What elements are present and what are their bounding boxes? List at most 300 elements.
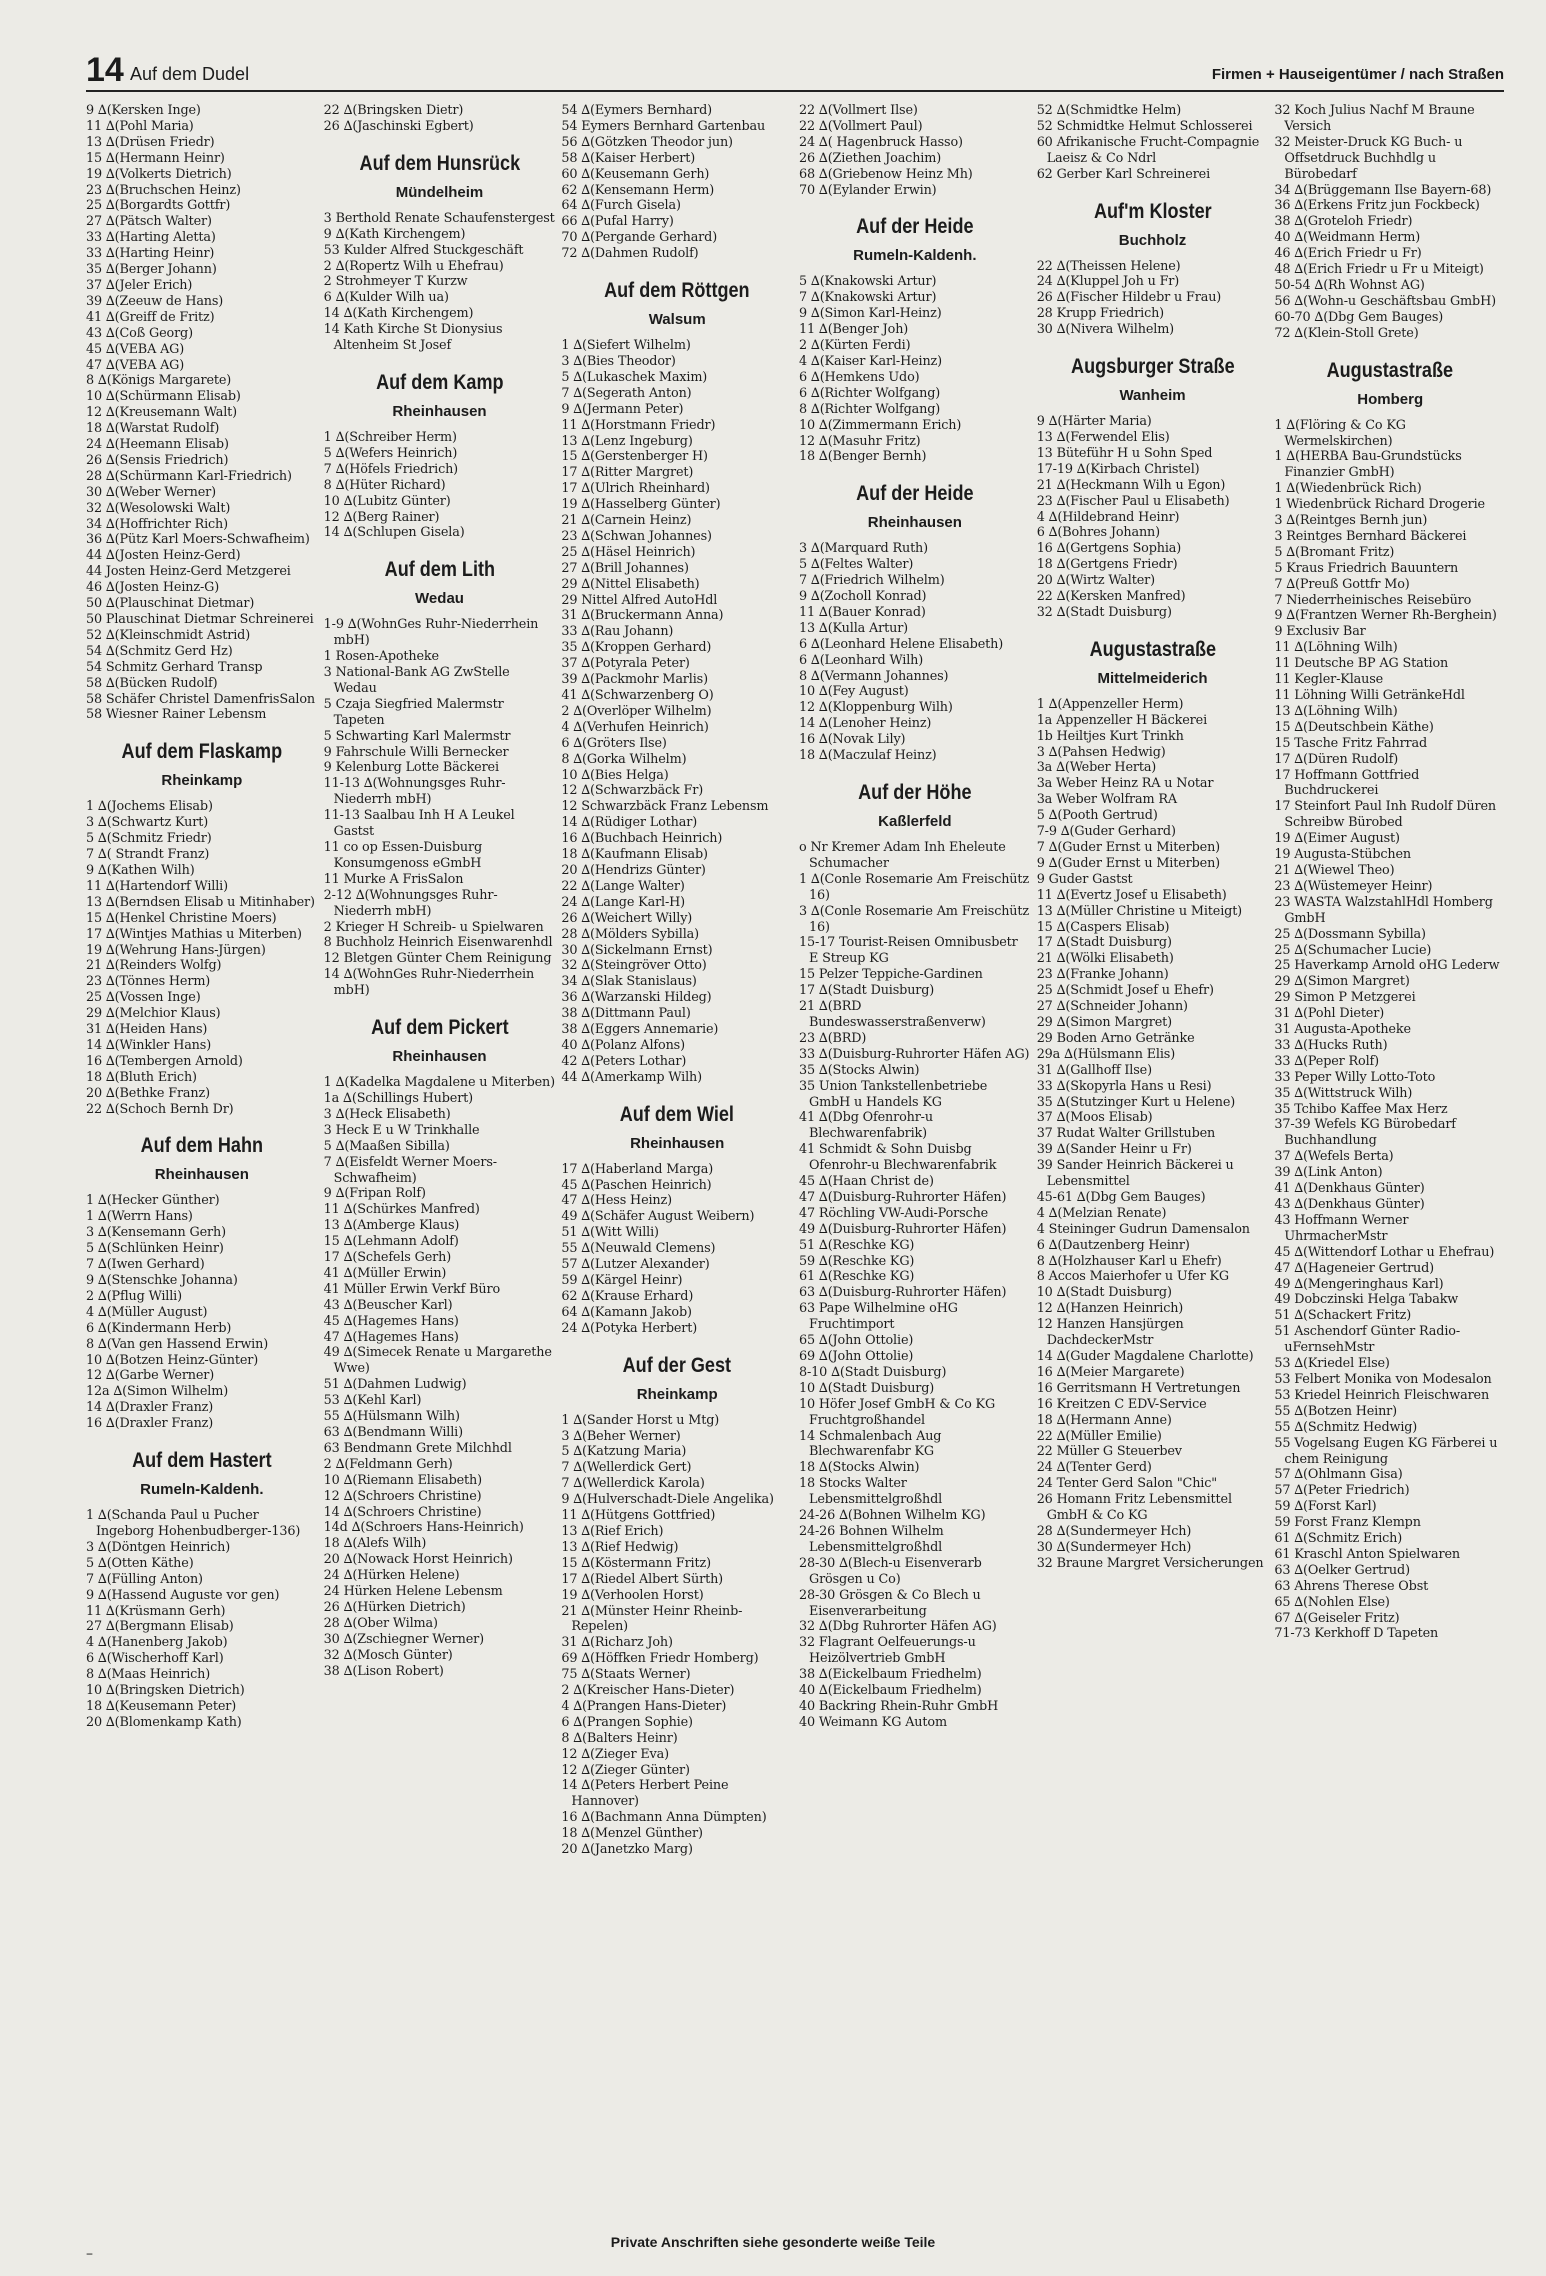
directory-entry: 47 ∆(VEBA AG) [86,357,185,373]
street-name: Auf der Gest [622,1353,732,1377]
directory-entry: 47 ∆(Duisburg-Ruhrorter Häfen) [799,1189,1007,1205]
directory-entry: 5 ∆(Schmitz Friedr) [86,831,212,847]
directory-entry: 14 Kath Kirche St Dionysius Altenheim St Josef [323,322,503,354]
directory-entry: 8 ∆(Holzhauser Karl u Ehefr) [1036,1253,1222,1269]
directory-entry: 17 ∆(Stadt Duisburg) [799,983,935,999]
directory-entry: 19 ∆(Wehrung Hans-Jürgen) [86,942,266,958]
directory-entry: 56 ∆(Wohn-u Geschäftsbau GmbH) [1274,293,1496,309]
street-name: Auf der Heide [856,482,974,506]
district-name: Rheinhausen [867,514,962,532]
directory-entry: 51 Aschendorf Günter Radio-uFernsehMstr [1274,1324,1460,1356]
directory-entry: 15 ∆(Deutschbein Käthe) [1274,719,1434,735]
directory-entry: 16 ∆(Novak Lily) [799,732,906,748]
directory-entry: 10 Höfer Josef GmbH & Co KG Fruchtgroßhandel [799,1396,996,1428]
directory-entry: 16 ∆(Draxler Franz) [86,1416,214,1432]
directory-entry: 29a ∆(Hülsmann Elis) [1036,1046,1176,1062]
directory-entry: 15 ∆(Köstermann Fritz) [561,1555,711,1571]
directory-entry: 35 ∆(Kroppen Gerhard) [561,640,712,656]
directory-entry: 8 ∆(Van gen Hassend Erwin) [86,1336,269,1352]
directory-entry: 3 Heck E u W Trinkhalle [323,1122,480,1138]
directory-entry: 3 ∆(Beher Werner) [561,1428,681,1444]
directory-entry: 18 ∆(Menzel Günther) [561,1826,703,1842]
directory-entry: 47 ∆(Hagemes Hans) [323,1329,459,1345]
directory-entry: 15 ∆(Lehmann Adolf) [323,1234,459,1250]
directory-entry: 60-70 ∆(Dbg Gem Bauges) [1274,309,1444,325]
directory-entry: 61 ∆(Reschke KG) [799,1269,915,1285]
street-section [1274,358,1506,1643]
directory-entry: 1 Wiedenbrück Richard Drogerie [1274,497,1485,513]
directory-entry: 9 ∆(Stenschke Johanna) [86,1273,238,1288]
directory-entry: 18 ∆(Hermann Anne) [1036,1412,1172,1428]
street-section [86,1133,318,1432]
directory-entry: 22 ∆(Kersken Manfred) [1036,589,1186,605]
directory-entry: 4 ∆(Hildebrand Heinr) [1036,509,1180,525]
directory-entry: 54 Schmitz Gerhard Transp [86,659,263,675]
directory-entry: 31 ∆(Gallhoff Ilse) [1036,1062,1152,1078]
directory-entry: 41 ∆(Schwarzenberg O) [561,688,714,703]
directory-entry: 33 ∆(Duisburg-Ruhrorter Häfen AG) [799,1046,1030,1062]
directory-entry: 11 Deutsche BP AG Station [1274,656,1449,672]
directory-entry: 9 ∆(Hulverschadt-Diele Angelika) [561,1492,774,1508]
directory-entry: 18 ∆(Gertgens Friedr) [1036,557,1178,573]
directory-entry: 22 ∆(Bringsken Dietr) [323,103,464,118]
street-name: Auf der Höhe [858,781,972,804]
directory-entry: 39 ∆(Link Anton) [1274,1165,1383,1181]
district-name: Homberg [1357,390,1424,408]
directory-entry: 3 ∆(Pahsen Hedwig) [1036,744,1166,760]
district-name: Rheinhausen [392,1048,487,1066]
directory-entry: 15 Pelzer Teppiche-Gardinen [799,967,983,983]
street-name: Auf dem Hunsrück [359,151,520,175]
street-name: Auf dem Wiel [620,1102,735,1126]
directory-entry: 52 ∆(Kleinschmidt Astrid) [86,627,251,643]
directory-entry: 3 ∆(Bies Theodor) [561,353,676,369]
directory-entry: 34 ∆(Hoffrichter Rich) [86,516,228,532]
directory-entry: 24 Hürken Helene Lebensm [323,1584,503,1600]
directory-entry: 28-30 ∆(Blech-u Eisenverarb Grösgen u Co) [799,1555,982,1587]
directory-entry: 1 ∆(Appenzeller Herm) [1036,696,1184,712]
directory-entry: 59 ∆(Kärgel Heinr) [561,1273,683,1288]
directory-entry: 63 Bendmann Grete Milchhdl [323,1440,512,1456]
directory-entry: 59 Forst Franz Klempn [1274,1515,1421,1531]
directory-entry: 9 ∆(Frantzen Werner Rh-Berghein) [1274,608,1497,624]
directory-entry: 10 ∆(Stadt Duisburg) [799,1380,935,1396]
directory-entry: 23 ∆(BRD) [799,1030,867,1046]
directory-entry: 9 ∆(Zocholl Konrad) [799,589,927,605]
street-section [1037,637,1269,1572]
directory-entry: 27 ∆(Pätsch Walter) [86,214,212,230]
directory-entry: 11 ∆(Krüsmann Gerh) [86,1603,226,1619]
directory-entry: 28-30 Grösgen & Co Blech u Eisenverarbeitung [799,1587,981,1619]
directory-entry: 1a Appenzeller H Bäckerei [1036,712,1208,728]
street-section [799,103,1031,198]
directory-entry: 19 ∆(Hasselberg Günter) [561,497,721,513]
district-name: Wedau [415,590,464,608]
directory-entry: 1b Heiltjes Kurt Trinkh [1036,728,1184,744]
directory-entry: 14d ∆(Schroers Hans-Heinrich) [323,1520,524,1536]
directory-entry: 1 ∆(HERBA Bau-Grundstücks Finanzier GmbH) [1274,449,1462,481]
directory-entry: 15 ∆(Hermann Heinr) [86,150,225,166]
directory-entry: 11 ∆(Bauer Konrad) [799,604,926,620]
directory-entry: 57 ∆(Lutzer Alexander) [561,1257,710,1273]
directory-entry: 53 ∆(Kehl Karl) [323,1393,422,1409]
directory-entry: 7 ∆(Guder Ernst u Miterben) [1036,840,1221,855]
directory-entry: 44 ∆(Josten Heinz-Gerd) [86,548,241,564]
directory-entry: 23 ∆(Franke Johann) [1036,967,1169,983]
directory-entry: 1 ∆(Schanda Paul u Pucher Ingeborg Hohenbudberger-136) [86,1508,301,1539]
directory-entry: 58 ∆(Bücken Rudolf) [86,675,218,691]
directory-entry: 58 Wiesner Rainer Lebensm [86,707,267,723]
directory-entry: 35 ∆(Stocks Alwin) [799,1062,920,1078]
directory-entry: 51 ∆(Dahmen Ludwig) [323,1377,467,1393]
directory-entry: 23 ∆(Schwan Johannes) [561,528,712,544]
directory-entry: 32 Meister-Druck KG Buch- u Offsetdruck Buchhdlg u Bürobedarf [1274,134,1463,182]
directory-entry: 9 Exclusiv Bar [1274,624,1366,640]
directory-entry: 2 Strohmeyer T Kurzw [323,274,468,290]
street-section [561,278,793,1086]
directory-entry: 18 ∆(Maczulaf Heinz) [799,748,937,764]
directory-entry: 12 ∆(Zieger Günter) [561,1762,690,1778]
directory-entry: 14 ∆(Guder Magdalene Charlotte) [1036,1349,1254,1364]
directory-entry: 3 National-Bank AG ZwStelle Wedau [323,665,510,696]
directory-entry: 2 ∆(Feldmann Gerh) [323,1456,453,1472]
directory-entry: 12 Bletgen Günter Chem Reinigung [323,951,552,967]
directory-entry: 40 ∆(Polanz Alfons) [561,1037,685,1053]
directory-entry: 32 ∆(Stadt Duisburg) [1036,604,1172,620]
footer-note: Private Anschriften siehe gesonderte weiße Teile [610,2234,936,2250]
directory-entry: 21 ∆(BRD Bundeswasserstraßenverw) [799,999,986,1030]
directory-entry: 17-19 ∆(Kirbach Christel) [1036,461,1200,477]
directory-entry: 59 ∆(Forst Karl) [1274,1499,1377,1515]
directory-entry: 6 ∆(Kulder Wilh ua) [323,290,449,306]
directory-entry: 6 ∆(Prangen Sophie) [561,1714,693,1730]
directory-entry: 71-73 Kerkhoff D Tapeten [1274,1626,1439,1642]
column-4 [799,103,1031,2233]
directory-entry: 63 ∆(Duisburg-Ruhrorter Häfen) [799,1285,1007,1301]
directory-entry: 10 ∆(Fey August) [799,684,909,700]
directory-entry: 32 Braune Margret Versicherungen [1036,1555,1264,1571]
directory-entry: 11-13 ∆(Wohnungsges Ruhr-Niederrh mbH) [323,776,506,808]
street-section [86,1448,318,1731]
directory-entry: 29 Boden Arno Getränke [1036,1030,1195,1046]
directory-entry: 3 ∆(Marquard Ruth) [799,541,928,557]
directory-entry: 3a Weber Heinz RA u Notar [1036,776,1214,792]
directory-entry: 22 ∆(Vollmert Paul) [799,118,923,134]
directory-entry: 7 ∆(Iwen Gerhard) [86,1257,205,1273]
directory-entry: 41 ∆(Müller Erwin) [323,1265,447,1281]
directory-entry: 38 ∆(Lison Robert) [323,1663,444,1679]
directory-entry: 13 ∆(Kulla Artur) [799,620,909,636]
directory-entry: 20 ∆(Blomenkamp Kath) [86,1714,242,1730]
directory-columns [86,103,1506,2233]
directory-entry: 12 Hanzen Hansjürgen DachdeckerMstr [1036,1317,1184,1349]
footer-dash: – [86,2246,93,2262]
directory-entry: 31 ∆(Richarz Joh) [561,1635,673,1651]
directory-entry: 53 Kulder Alfred Stuckgeschäft [323,242,524,258]
directory-entry: 43 ∆(Coß Georg) [86,325,193,341]
directory-entry: 6 ∆(Dautzenberg Heinr) [1036,1237,1190,1253]
directory-entry: 8 ∆(Richter Wolfgang) [799,401,941,417]
directory-entry: 25 ∆(Vossen Inge) [86,990,201,1006]
directory-entry: 14 ∆(Lenoher Heinz) [799,716,932,732]
directory-entry: 62 ∆(Krause Erhard) [561,1288,694,1304]
directory-entry: 29 Nittel Alfred AutoHdl [561,592,718,608]
directory-entry: 9 Fahrschule Willi Bernecker [323,744,509,760]
directory-entry: 15 ∆(Caspers Elisab) [1036,919,1170,935]
directory-entry: 7 ∆(Friedrich Wilhelm) [799,573,945,589]
directory-entry: 11 ∆(Benger Joh) [799,322,909,338]
directory-entry: 28 ∆(Sundermeyer Hch) [1036,1523,1192,1539]
directory-entry: 5 ∆(Knakowski Artur) [799,274,937,290]
directory-entry: 53 Kriedel Heinrich Fleischwaren [1274,1387,1490,1403]
directory-entry: 24 ∆(Heemann Elisab) [86,437,229,453]
column-5 [1037,103,1269,2233]
directory-entry: 49 Dobczinski Helga Tabakw [1274,1292,1459,1308]
directory-entry: 12 ∆(Hanzen Heinrich) [1036,1301,1184,1317]
directory-entry: 14 ∆(Peters Herbert Peine Hannover) [561,1778,729,1810]
directory-entry: 21 ∆(Wiewel Theo) [1274,862,1395,878]
directory-entry: 39 Sander Heinrich Bäckerei u Lebensmittel [1036,1158,1234,1190]
directory-entry: 24 ∆(Hürken Helene) [323,1568,460,1584]
directory-entry: 32 ∆(Steingröver Otto) [561,958,707,974]
directory-entry: 53 ∆(Kriedel Else) [1274,1356,1390,1372]
directory-entry: 18 ∆(Warstat Rudolf) [86,421,220,437]
directory-entry: 10 ∆(Lubitz Günter) [323,493,451,509]
directory-entry: 14 ∆(Schroers Christine) [323,1504,482,1520]
directory-entry: 16 ∆(Bachmann Anna Dümpten) [561,1810,767,1826]
directory-entry: 47 Röchling VW-Audi-Porsche [799,1205,989,1221]
directory-entry: 6 ∆(Kindermann Herb) [86,1320,232,1336]
street-section [324,151,556,354]
directory-entry: 9 Kelenburg Lotte Bäckerei [323,760,499,776]
directory-entry: 9 ∆(Härter Maria) [1036,414,1152,430]
directory-entry: 21 ∆(Reinders Wolfg) [86,958,222,974]
directory-entry: 30 ∆(Nivera Wilhelm) [1036,322,1175,338]
directory-entry: 32 ∆(Mosch Günter) [323,1647,453,1663]
directory-entry: 2 ∆(Ropertz Wilh u Ehefrau) [323,258,504,274]
district-name: Rheinkamp [636,1385,718,1403]
directory-entry: 22 ∆(Theissen Helene) [1036,258,1181,274]
directory-entry: 11 ∆(Pohl Maria) [86,118,194,134]
district-name: Rheinhausen [392,402,487,420]
directory-entry: 37 ∆(Moos Elisab) [1036,1110,1153,1126]
directory-entry: 35 ∆(Wittstruck Wilh) [1274,1085,1413,1101]
directory-entry: 33 ∆(Hucks Ruth) [1274,1037,1388,1053]
directory-entry: 25 ∆(Schumacher Lucie) [1274,942,1432,958]
directory-entry: 15 ∆(Henkel Christine Moers) [86,910,277,926]
directory-entry: 25 ∆(Häsel Heinrich) [561,544,696,560]
directory-entry: 30 ∆(Sundermeyer Hch) [1036,1539,1192,1555]
directory-entry: 16 ∆(Buchbach Heinrich) [561,831,723,847]
directory-entry: 24 Tenter Gerd Salon "Chic" [1036,1476,1217,1492]
directory-entry: 17 ∆(Stadt Duisburg) [1036,935,1172,951]
directory-entry: 45 ∆(VEBA AG) [86,341,185,357]
directory-entry: 24 ∆(Kluppel Joh u Fr) [1036,274,1180,290]
directory-entry: 61 Kraschl Anton Spielwaren [1274,1546,1460,1562]
directory-entry: 10 ∆(Stadt Duisburg) [1036,1285,1172,1301]
directory-entry: 41 Müller Erwin Verkf Büro [323,1281,501,1297]
directory-entry: 31 ∆(Heiden Hans) [86,1022,208,1038]
directory-entry: 14 ∆(Schlupen Gisela) [323,525,465,541]
directory-entry: 12 ∆(Schwarzbäck Fr) [561,783,704,799]
directory-entry: 11 Kegler-Klause [1274,672,1384,688]
directory-entry: 10 ∆(Riemann Elisabeth) [323,1472,482,1488]
directory-entry: 26 ∆(Fischer Hildebr u Frau) [1036,290,1222,306]
street-section [324,1015,556,1679]
directory-entry: 11 co op Essen-Duisburg Konsumgenoss eGmbH [323,840,482,871]
directory-entry: 38 ∆(Dittmann Paul) [561,1006,691,1022]
directory-entry: 33 ∆(Harting Aletta) [86,230,216,246]
directory-entry: 11 ∆(Horstmann Friedr) [561,417,716,433]
directory-entry: 43 Hoffmann Werner UhrmacherMstr [1274,1212,1409,1244]
directory-entry: 8 ∆(Königs Margarete) [86,373,232,389]
directory-entry: 45 ∆(Paschen Heinrich) [561,1177,712,1193]
directory-entry: 23 WASTA WalzstahlHdl Homberg GmbH [1274,894,1493,926]
directory-entry: 65 ∆(John Ottolie) [799,1333,914,1349]
directory-entry: 3 ∆(Heck Elisabeth) [323,1106,451,1122]
street-section [1274,103,1506,342]
directory-entry: 6 ∆(Wischerhoff Karl) [86,1651,224,1667]
directory-entry: 41 Schmidt & Sohn Duisbg Ofenrohr-u Blechwarenfabrik [799,1142,997,1174]
directory-entry: 4 ∆(Müller August) [86,1304,208,1320]
directory-entry: 55 Vogelsang Eugen KG Färberei u chem Reinigung [1274,1435,1498,1467]
directory-entry: 58 Schäfer Christel DamenfrisSalon [86,691,316,707]
directory-entry: 6 ∆(Leonhard Helene Elisabeth) [799,636,1004,652]
directory-entry: 13 ∆(Rief Erich) [561,1523,664,1539]
directory-entry: 9 ∆(Fripan Rolf) [323,1186,426,1202]
street-section [1037,199,1269,339]
directory-entry: 10 ∆(Bringsken Dietrich) [86,1683,245,1699]
directory-entry: 18 ∆(Benger Bernh) [799,449,927,465]
directory-entry: 55 ∆(Neuwald Clemens) [561,1241,716,1257]
directory-entry: 5 Kraus Friedrich Bauuntern [1274,560,1459,576]
directory-entry: 22 ∆(Schoch Bernh Dr) [86,1101,234,1117]
directory-entry: 48 ∆(Erich Friedr u Fr u Miteigt) [1274,262,1484,278]
directory-entry: 11 ∆(Evertz Josef u Elisabeth) [1036,887,1227,903]
directory-entry: 63 Ahrens Therese Obst [1274,1578,1429,1594]
directory-entry: 5 ∆(Katzung Maria) [561,1444,687,1460]
directory-entry: 8-10 ∆(Stadt Duisburg) [799,1364,947,1380]
directory-entry: 17 ∆(Wintjes Mathias u Miterben) [86,926,302,942]
column-3 [561,103,793,2233]
directory-entry: 9 Guder Gastst [1036,871,1133,887]
directory-entry: 1 ∆(Sander Horst u Mtg) [561,1412,720,1428]
directory-entry: 17 Steinfort Paul Inh Rudolf Düren Schreibw Bürobed [1274,799,1496,831]
directory-entry: 10 ∆(Schürmann Elisab) [86,389,241,405]
directory-entry: 7 ∆(Höfels Friedrich) [323,461,459,477]
directory-entry: 17 ∆(Riedel Albert Sürth) [561,1571,724,1587]
directory-entry: 9 ∆(Hassend Auguste vor gen) [86,1587,280,1603]
directory-entry: 32 Koch Julius Nachf M Braune Versich [1274,103,1475,134]
directory-entry: 29 ∆(Melchior Klaus) [86,1006,221,1022]
directory-entry: 9 ∆(Kersken Inge) [86,103,201,118]
directory-entry: 47 ∆(Hageneier Gertrud) [1274,1260,1435,1276]
street-name: Auf dem Röttgen [604,279,750,303]
directory-entry: 6 ∆(Hemkens Udo) [799,369,920,385]
directory-entry: 32 ∆(Dbg Ruhrorter Häfen AG) [799,1619,997,1635]
directory-entry: 12 ∆(Kloppenburg Wilh) [799,700,953,716]
directory-entry: 45-61 ∆(Dbg Gem Bauges) [1036,1189,1206,1205]
directory-entry: 11 ∆(Hartendorf Willi) [86,878,228,894]
directory-entry: 40 ∆(Eickelbaum Friedhelm) [799,1683,982,1699]
directory-entry: 37 ∆(Wefels Berta) [1274,1149,1394,1165]
directory-entry: 3 Berthold Renate Schaufenstergest [323,210,555,226]
directory-entry: 19 ∆(Eimer August) [1274,831,1400,847]
directory-entry: 54 ∆(Schmitz Gerd Hz) [86,643,233,659]
directory-entry: 52 Schmidtke Helmut Schlosserei [1036,118,1253,134]
directory-entry: 45 ∆(Wittendorf Lothar u Ehefrau) [1274,1244,1495,1260]
directory-entry: 35 Tchibo Kaffee Max Herz [1274,1101,1448,1117]
directory-entry: 72 ∆(Dahmen Rudolf) [561,246,699,262]
directory-entry: 7 ∆(Segerath Anton) [561,385,692,401]
directory-entry: 60 ∆(Keusemann Gerh) [561,166,710,182]
directory-entry: 38 ∆(Eggers Annemarie) [561,1022,719,1038]
directory-entry: 18 Stocks Walter Lebensmittelgroßhdl [799,1476,943,1508]
directory-entry: 8 Buchholz Heinrich Eisenwarenhdl [323,935,553,951]
directory-entry: 21 ∆(Heckmann Wilh u Egon) [1036,477,1226,493]
directory-entry: 24-26 Bohnen Wilhelm Lebensmittelgroßhdl [799,1523,944,1555]
directory-entry: 40 Backring Rhein-Ruhr GmbH [799,1698,999,1714]
directory-entry: 20 ∆(Bethke Franz) [86,1085,210,1101]
street-section [86,739,318,1117]
street-name: Auf'm Kloster [1093,199,1212,223]
directory-entry: 49 ∆(Mengeringhaus Karl) [1274,1276,1444,1292]
directory-entry: 26 Homann Fritz Lebensmittel GmbH & Co KG [1036,1492,1232,1524]
directory-entry: 3 ∆(Schwartz Kurt) [86,815,209,831]
directory-entry: 5 Schwarting Karl Malermstr [323,728,511,744]
directory-entry: 14 ∆(Kath Kirchengem) [323,306,474,322]
directory-entry: 7 ∆(Preuß Gottfr Mo) [1274,576,1410,592]
directory-entry: 8 Accos Maierhofer u Ufer KG [1036,1269,1229,1285]
directory-entry: 29 Simon P Metzgerei [1274,990,1416,1006]
directory-entry: 13 ∆(Löhning Wilh) [1274,703,1398,719]
running-title: Auf dem Dudel [130,64,250,84]
street-name: Auf dem Lith [384,558,495,582]
street-section [1037,354,1269,621]
directory-entry: 66 ∆(Pufal Harry) [561,214,674,230]
directory-entry: 4 ∆(Prangen Hans-Dieter) [561,1698,727,1714]
directory-entry: 41 ∆(Denkhaus Günter) [1274,1181,1425,1197]
directory-entry: 61 ∆(Schmitz Erich) [1274,1531,1403,1547]
directory-entry: 5 Czaja Siegfried Malermstr Tapeten [323,696,504,728]
directory-entry: 23 ∆(Fischer Paul u Elisabeth) [1036,493,1230,509]
directory-entry: 1 ∆(Jochems Elisab) [86,799,213,815]
street-section [561,103,793,262]
directory-entry: 6 ∆(Richter Wolfgang) [799,385,941,401]
directory-entry: 25 ∆(Dossmann Sybilla) [1274,926,1426,942]
directory-entry: 50-54 ∆(Rh Wohnst AG) [1274,277,1425,293]
page-header [86,50,1504,92]
directory-entry: 52 ∆(Schmidtke Helm) [1036,103,1182,118]
directory-entry: 64 ∆(Kamann Jakob) [561,1304,692,1320]
directory-entry: 30 ∆(Sickelmann Ernst) [561,942,713,958]
directory-entry: 11 Löhning Willi GetränkeHdl [1274,688,1465,703]
directory-entry: 20 ∆(Hendrizs Günter) [561,862,706,878]
directory-entry: 3 ∆(Conle Rosemarie Am Freischütz 16) [799,903,1029,935]
directory-entry: 56 ∆(Götzken Theodor jun) [561,134,733,150]
directory-entry: 15-17 Tourist-Reisen Omnibusbetr E Streup KG [799,935,1018,967]
directory-entry: 24 ∆( Hagenbruck Hasso) [799,134,963,150]
directory-entry: 49 ∆(Simecek Renate u Margarethe Wwe) [323,1345,552,1377]
directory-entry: 67 ∆(Geiseler Fritz) [1274,1610,1400,1626]
directory-entry: 13 ∆(Müller Christine u Miteigt) [1036,903,1243,919]
directory-entry: 12a ∆(Simon Wilhelm) [86,1384,229,1400]
directory-entry: 60 Afrikanische Frucht-Compagnie Laeisz & Co Ndrl [1036,134,1260,166]
directory-entry: 55 ∆(Hülsmann Wilh) [323,1409,460,1425]
directory-entry: 51 ∆(Witt Willi) [561,1225,659,1241]
column-1 [86,103,318,2233]
directory-entry: 36 ∆(Pütz Karl Moers-Schwafheim) [86,532,310,548]
